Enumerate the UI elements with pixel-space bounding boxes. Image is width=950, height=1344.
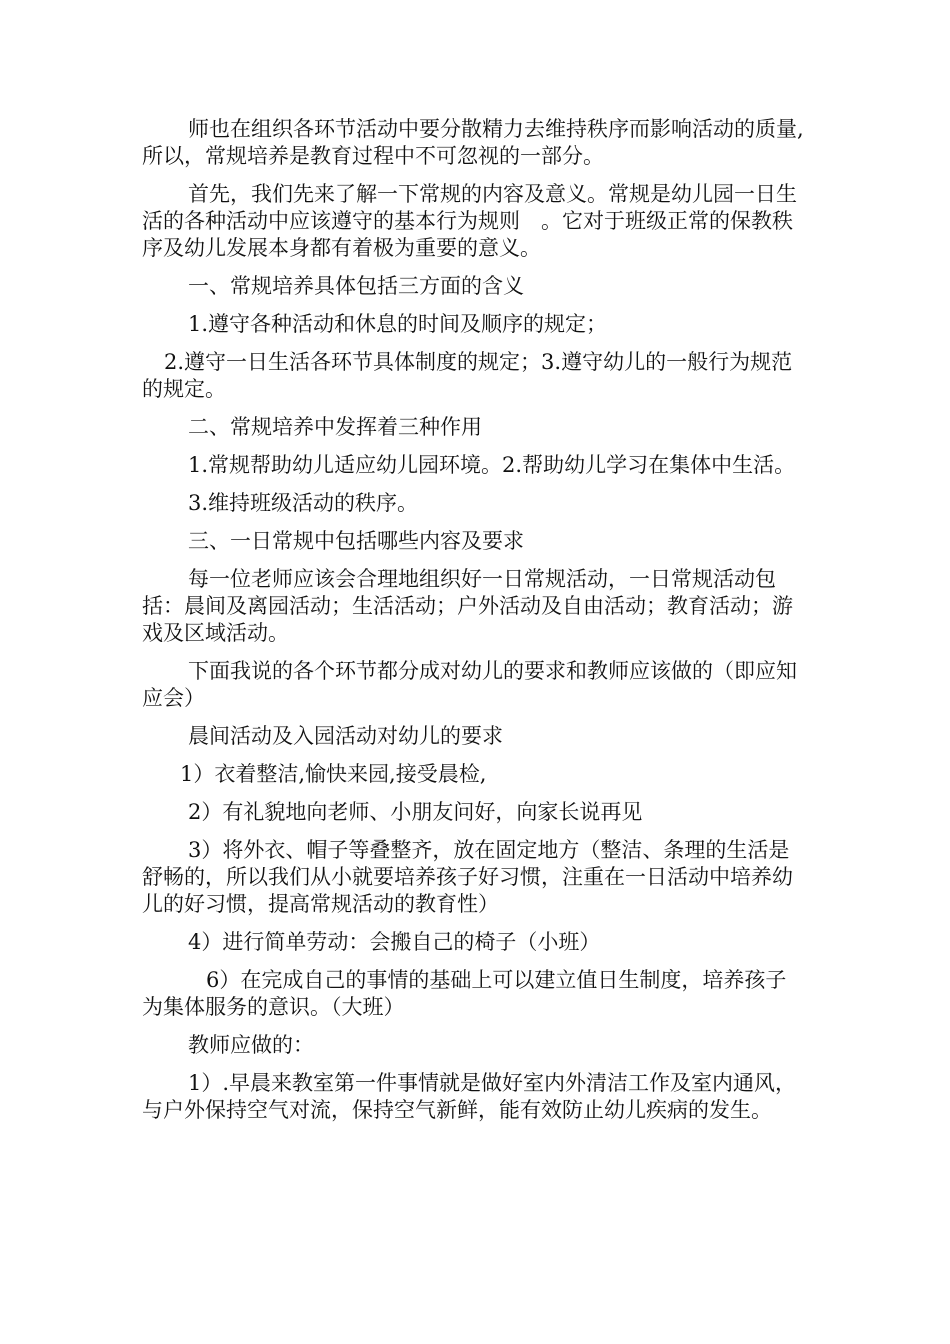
paragraph-continuation: 师也在组织各环节活动中要分散精力去维持秩序而影响活动的质量,所以，常规培养是教育过程中不可忽视的一部分。 [142,117,804,168]
paragraph-body: 每一位老师应该会合理地组织好一日常规活动，一日常规活动包括：晨间及离园活动；生活活动；户外活动及自由活动；教育活动；游戏及区域活动。 [142,567,793,645]
list-item: 3.维持班级活动的秩序。 [188,491,419,515]
subheading: 晨间活动及入园活动对幼儿的要求 [188,724,503,748]
section-heading-3: 三、一日常规中包括哪些内容及要求 [188,529,524,553]
paragraph-intro: 首先，我们先来了解一下常规的内容及意义。常规是幼儿园一日生活的各种活动中应该遵守的基本行为规则 。它对于班级正常的保教秩序及幼儿发展本身都有着极为重要的意义。 [142,182,797,260]
list-item: 6）在完成自己的事情的基础上可以建立值日生制度，培养孩子为集体服务的意识。（大班） [142,968,787,1019]
list-item: 1.遵守各种活动和休息的时间及顺序的规定； [188,312,608,336]
list-item: 1）.早晨来教室第一件事情就是做好室内外清洁工作及室内通风，与户外保持空气对流，保持空气新鲜，能有效防止幼儿疾病的发生。 [142,1071,797,1122]
section-heading-2: 二、常规培养中发挥着三种作用 [188,415,482,439]
list-item: 4）进行简单劳动：会搬自己的椅子（小班） [188,930,601,954]
list-item: 1）衣着整洁,愉快来园,接受晨检, [180,762,487,786]
list-item: 2）有礼貌地向老师、小朋友问好，向家长说再见 [188,800,643,824]
list-item: 2.遵守一日生活各环节具体制度的规定；3.遵守幼儿的一般行为规范的规定。 [142,350,793,401]
list-item: 3）将外衣、帽子等叠整齐，放在固定地方（整洁、条理的生活是舒畅的，所以我们从小就要培养孩子好习惯，注重在一日活动中培养幼儿的好习惯，提高常规活动的教育性） [142,838,793,916]
document-body [142,116,807,1135]
subheading: 教师应做的： [188,1033,314,1057]
paragraph-body: 下面我说的各个环节都分成对幼儿的要求和教师应该做的（即应知应会） [142,659,797,710]
list-item: 1.常规帮助幼儿适应幼儿园环境。2.帮助幼儿学习在集体中生活。 [188,453,796,477]
section-heading-1: 一、常规培养具体包括三方面的含义 [188,274,524,298]
